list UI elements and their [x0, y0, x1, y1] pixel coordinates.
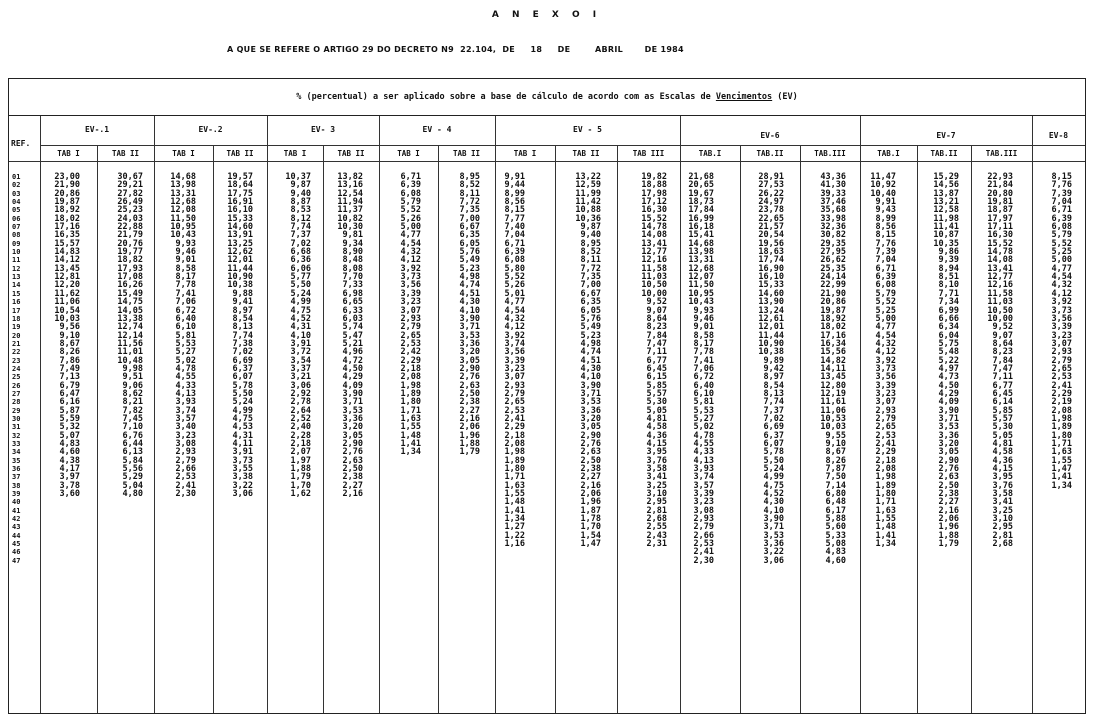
column-ev6-tab1: 21,68 20,65 19,67 18,73 17,84 16,99 16,18 15,41 14,68 13,98 13,31 12,68 12,07 11,50 10,95 10,43 9,93 9,46 9,01 8,58 8,17 7,78 7,41 7,06 6,72 6,40 6,10 5,81 5,53 5,27 5,02 4,78 4,55 4,33 4,13 3,93 3,74 3,57 3,39 3,23 3,08 2,93 2,79 2,66 2,53 2,41 2,30 — [688, 172, 714, 566]
column-ev4-tab1: 6,71 6,39 6,08 5,79 5,52 5,26 5,00 4,77 4,54 4,32 4,12 3,92 3,73 3,56 3,39 3,23 3,07 2,93 2,79 2,65 2,53 2,42 2,29 2,18 2,08 1,98 1,89 1,80 1,71 1,63 1,55 1,48 1,41 1,34 — [400, 172, 421, 458]
group-ev1: EV-.1 — [84, 125, 110, 134]
subheader-ev7-tab3: TAB.III — [985, 149, 1018, 158]
subheader-ev6-tab1: TAB.I — [698, 149, 722, 158]
subheader-ev5-tab2: TAB II — [572, 149, 600, 158]
subheader-ev3-tab2: TAB II — [337, 149, 365, 158]
ref-header: REF. — [11, 139, 31, 148]
column-ev6-tab2: 28,91 27,53 26,22 24,97 23,78 22,65 21,57 20,54 19,56 18,63 17,74 16,90 16,10 15,33 14,60 13,90 13,24 12,61 12,01 11,44 10,90 10,38 9,89 9,42 8,97 8,54 8,13 7,74 7,37 7,02 6,69 6,37 6,07 5,78 5,50 5,24 4,99 4,75 4,52 4,30 4,10 3,90 3,71 3,53 3,36 3,22 3,06 — [758, 172, 784, 566]
group-ev6: EV-6 — [760, 131, 780, 140]
column-ev4-tab2: 8,95 8,52 8,11 7,72 7,35 7,00 6,67 6,35 6,05 5,76 5,49 5,23 4,98 4,74 4,51 4,30 4,10 3,90 3,71 3,53 3,36 3,20 3,05 2,90 2,76 2,63 2,50 2,38 2,27 2,16 2,06 1,96 1,88 1,79 — [459, 172, 480, 458]
subheader-ev2-tab2: TAB II — [226, 149, 254, 158]
group-ev5: EV - 5 — [573, 125, 602, 134]
subheader-ev7-tab2: TAB.II — [930, 149, 958, 158]
column-ev5-tab3: 19,82 18,88 17,98 17,12 16,30 15,52 14,78 14,08 13,41 12,77 12,16 11,58 11,03 10,50 10,00 9,52 9,07 8,64 8,23 7,84 7,47 7,11 6,77 6,45 6,15 5,85 5,57 5,30 5,05 4,81 4,58 4,36 4,15 3,95 3,76 3,58 3,41 3,25 3,10 2,95 2,81 2,68 2,55 2,43 2,31 — [641, 172, 667, 550]
group-ev2: EV-.2 — [198, 125, 223, 134]
column-ev7-tab2: 15,29 14,56 13,87 13,21 12,58 11,98 11,41 10,87 10,35 9,86 9,39 8,94 8,51 8,10 7,71 7,34 6,99 6,66 6,34 6,04 5,75 5,48 5,22 4,97 4,73 4,50 4,29 4,09 3,90 3,71 3,53 3,36 3,20 3,05 2,90 2,76 2,63 2,50 2,38 2,27 2,16 2,06 1,96 1,88 1,79 — [933, 172, 959, 550]
subheader-ev5-tab1: TAB I — [513, 149, 537, 158]
subheader-rule — [9, 161, 1085, 162]
column-ev5-tab1: 9,91 9,44 8,99 8,56 8,15 7,77 7,40 7,04 6,71 6,39 6,08 5,80 5,52 5,26 5,01 4,77 4,54 4,32 4,12 3,92 3,74 3,56 3,39 3,23 3,07 2,93 2,79 2,65 2,53 2,41 2,29 2,18 2,08 1,98 1,89 1,80 1,71 1,63 1,55 1,48 1,41 1,34 1,27 1,22 1,16 — [504, 172, 525, 550]
group-ev3: EV- 3 — [310, 125, 336, 134]
decree-reference: A QUE SE REFERE O ARTIGO 29 DO DECRETO N9 22.104, DE 18 DE ABRIL DE 1984 — [227, 45, 684, 54]
subheader-ev3-tab1: TAB I — [283, 149, 307, 158]
subheader-ev2-tab1: TAB I — [172, 149, 195, 158]
column-ev5-tab2: 13,22 12,59 11,99 11,42 10,88 10,36 9,87 9,40 8,95 8,52 8,11 7,72 7,35 7,00 6,67 6,35 6,05 5,76 5,49 5,23 4,98 4,74 4,51 4,30 4,10 3,90 3,71 3,53 3,36 3,20 3,05 2,90 2,76 2,63 2,50 2,38 2,27 2,16 2,06 1,96 1,87 1,78 1,70 1,54 1,47 — [575, 172, 601, 550]
subheader-ev6-tab2: TAB.II — [756, 149, 784, 158]
column-ev3-tab2: 13,82 13,16 12,54 11,94 11,37 10,82 10,30 9,81 9,34 8,90 8,48 8,08 7,70 7,33 6,98 6,65 6,33 6,03 5,74 5,47 5,21 4,96 4,72 4,50 4,29 4,09 3,90 3,71 3,53 3,36 3,20 3,05 2,90 2,76 2,63 2,50 2,38 2,27 2,16 — [337, 172, 363, 500]
subheader-ev5-tab3: TAB III — [632, 149, 665, 158]
subheader-ev4-tab2: TAB II — [452, 149, 481, 158]
column-ev6-tab3: 43,36 41,30 39,33 37,46 35,68 33,98 32,36 30,82 29,35 27,95 26,62 25,35 24,14 22,99 21,90 20,86 19,87 18,92 18,02 17,16 16,34 15,56 14,82 14,11 13,45 12,80 12,19 11,61 11,06 10,53 10,03 9,55 9,10 8,67 8,26 7,87 7,50 7,14 6,80 6,48 6,17 5,88 5,60 5,33 5,08 4,83 4,60 — [820, 172, 846, 566]
group-ev8: EV-8 — [1048, 131, 1069, 140]
annex-title: A N E X O I — [491, 10, 602, 20]
column-ev1-tab2: 30,67 29,21 27,82 26,49 25,23 24,03 22,88 21,79 20,76 19,77 18,82 17,93 17,08 16,26 15,49 14,75 14,05 13,38 12,74 12,14 11,56 11,01 10,48 9,98 9,51 9,06 8,62 8,21 7,82 7,45 7,10 6,76 6,44 6,13 5,84 5,56 5,29 5,04 4,80 — [117, 172, 143, 500]
caption-underlined: Vencimentos — [715, 92, 773, 102]
subheader-ev1-tab2: TAB II — [111, 149, 140, 158]
caption-text: % (percentual) a ser aplicado sobre a base de cálculo de acordo com as Escalas de — [296, 92, 716, 102]
column-ev8: 8,15 7,76 7,39 7,04 6,71 6,39 6,08 5,79 5,52 5,25 5,00 4,77 4,54 4,32 4,12 3,92 3,73 3,56 3,39 3,23 3,07 2,93 2,79 2,65 2,53 2,41 2,29 2,19 2,08 1,98 1,89 1,80 1,71 1,63 1,55 1,47 1,41 1,34 — [1051, 172, 1072, 491]
column-ev2-tab1: 14,68 13,98 13,31 12,68 12,08 11,50 10,95 10,43 9,93 9,46 9,01 8,58 8,17 7,78 7,41 7,06 6,72 6,40 6,10 5,81 5,53 5,27 5,02 4,78 4,55 4,33 4,13 3,93 3,74 3,57 3,40 3,23 3,08 2,93 2,79 2,66 2,53 2,41 2,30 — [170, 172, 196, 500]
caption-suffix: (EV) — [772, 92, 798, 102]
subheader-ev4-tab1: TAB I — [397, 149, 420, 158]
column-ev7-tab1: 11,47 10,92 10,40 9,91 9,43 8,99 8,56 8,15 7,76 7,39 7,04 6,71 6,39 6,08 5,79 5,52 5,25 5,00 4,77 4,54 4,32 4,12 3,92 3,73 3,56 3,39 3,23 3,07 2,93 2,79 2,65 2,53 2,41 2,29 2,18 2,08 1,98 1,89 1,80 1,71 1,63 1,55 1,48 1,41 1,34 — [870, 172, 896, 550]
group-header-rule — [40, 145, 1085, 146]
percentage-table — [8, 78, 1086, 714]
column-ev2-tab2: 19,57 18,64 17,75 16,91 16,10 15,33 14,60 13,91 13,25 12,62 12,01 11,44 10,90 10,38 9,88 9,41 8,97 8,54 8,13 7,74 7,38 7,02 6,69 6,37 6,07 5,78 5,50 5,24 4,99 4,75 4,53 4,31 4,11 3,91 3,73 3,55 3,38 3,22 3,06 — [227, 172, 253, 500]
group-ev4: EV - 4 — [422, 125, 452, 134]
group-ev7: EV-7 — [936, 131, 956, 140]
column-ev7-tab3: 22,93 21,84 20,80 19,81 18,87 17,97 17,11 16,30 15,52 14,78 14,08 13,41 12,77 12,16 11,58 11,03 10,50 10,00 9,52 9,07 8,64 8,23 7,84 7,47 7,11 6,77 6,45 6,14 5,85 5,57 5,30 5,05 4,81 4,58 4,36 4,15 3,95 3,76 3,58 3,41 3,25 3,10 2,95 2,81 2,68 — [987, 172, 1013, 550]
subheader-ev1-tab1: TAB I — [57, 149, 80, 158]
column-ev3-tab1: 10,37 9,87 9,40 8,87 8,53 8,12 7,74 7,37 7,02 6,68 6,36 6,06 5,77 5,50 5,24 4,99 4,75 4,52 4,31 4,10 3,91 3,72 3,54 3,37 3,21 3,06 2,92 2,78 2,64 2,52 2,40 2,28 2,18 2,07 1,97 1,88 1,79 1,70 1,62 — [285, 172, 311, 500]
column-ev1-tab1: 23,00 21,90 20,86 19,87 18,92 18,02 17,16 16,35 15,57 14,83 14,12 13,45 12,81 12,20 11,62 11,06 10,54 10,03 9,56 9,10 8,67 8,26 7,86 7,49 7,13 6,79 6,47 6,16 5,87 5,59 5,32 5,07 4,83 4,60 4,38 4,17 3,97 3,78 3,60 — [54, 172, 80, 500]
ref-column: 01 02 03 04 05 06 07 08 09 10 11 12 13 14 15 16 17 18 19 20 21 22 23 24 25 26 27 28 29 30 31 32 33 34 35 36 37 38 39 40 41 42 43 44 45 46 47 — [12, 173, 21, 565]
table-caption — [9, 79, 1085, 116]
subheader-ev6-tab3: TAB.III — [814, 149, 846, 158]
subheader-ev7-tab1: TAB.I — [877, 149, 900, 158]
